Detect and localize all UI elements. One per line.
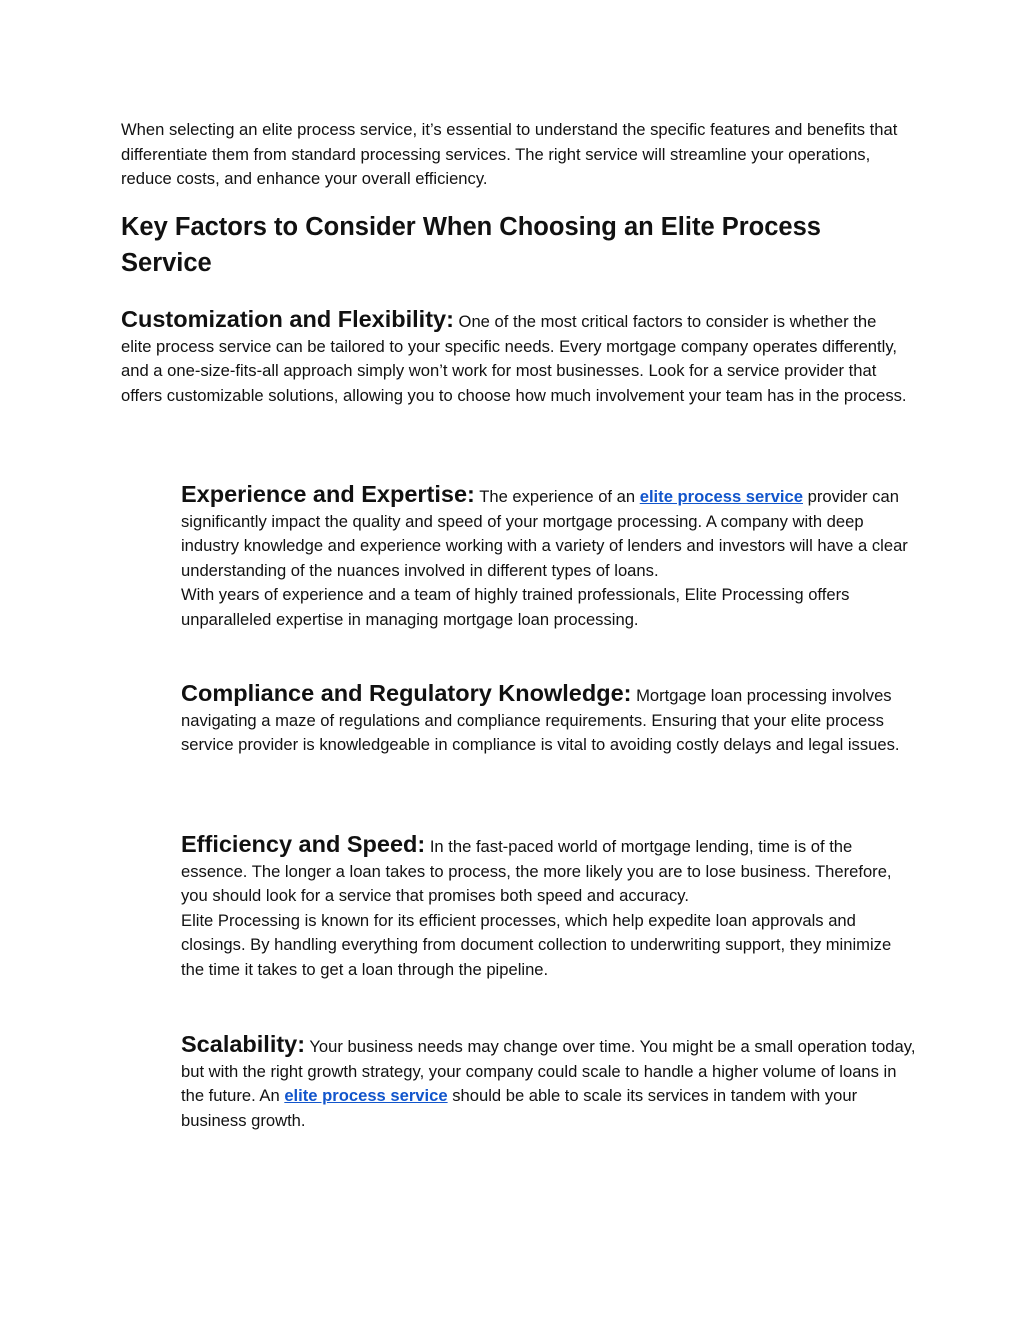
intro-paragraph: When selecting an elite process service, it’s essential to understand the specific features and benefits that differentiate them from standard processing services. The right service will streamline your operations, reduce costs, and enhance your overall efficiency. <box>121 120 898 188</box>
customization-paragraph <box>121 307 911 408</box>
elite-process-service-link[interactable]: elite process service <box>639 487 803 506</box>
experience-text-after: provider can significantly impact the quality and speed of your mortgage processing. A company with deep industry knowledge and experience working with a variety of lenders and investors will have a clear understanding of the nuances involved in different types of loans. <box>181 487 908 580</box>
section-heading: Key Factors to Consider When Choosing an Elite Process Service <box>121 213 821 277</box>
compliance-section <box>181 681 916 758</box>
compliance-lead: Compliance and Regulatory Knowledge: <box>181 680 632 706</box>
experience-section <box>181 482 916 632</box>
efficiency-section <box>181 832 916 982</box>
efficiency-text: In the fast-paced world of mortgage lending, time is of the essence. The longer a loan takes to process, the more likely you are to lose business. Therefore, you should look for a service that promises both speed and accuracy. <box>181 837 892 905</box>
efficiency-lead: Efficiency and Speed: <box>181 831 426 857</box>
customization-section <box>121 307 911 408</box>
customization-text: One of the most critical factors to consider is whether the elite process service can be tailored to your specific needs. Every mortgage company operates differently, and a one-size-fits-all approach simply won’t work for most businesses. Look for a service provider that offers customizable solutions, allowing you to choose how much involvement your team has in the process. <box>121 312 907 405</box>
scalability-section <box>181 1032 916 1133</box>
scalability-lead: Scalability: <box>181 1031 306 1057</box>
experience-paragraph <box>181 482 916 583</box>
scalability-text-after: should be able to scale its services in tandem with your business growth. <box>181 1086 858 1130</box>
experience-text-before: The experience of an <box>474 487 640 506</box>
compliance-paragraph <box>181 681 916 758</box>
scalability-paragraph <box>181 1032 916 1133</box>
compliance-text: Mortgage loan processing involves navigating a maze of regulations and compliance requirements. Ensuring that your elite process service provider is knowledgeable in compliance is vital to avoiding costly delays and legal issues. <box>181 686 900 754</box>
customization-lead: Customization and Flexibility: <box>121 306 454 332</box>
elite-process-service-link-2[interactable]: elite process service <box>284 1086 448 1105</box>
scalability-text-before: Your business needs may change over time. You might be a small operation today, but with the right growth strategy, your company could scale to handle a higher volume of loans in the future. An <box>181 1037 916 1105</box>
experience-lead: Experience and Expertise: <box>181 481 475 507</box>
efficiency-paragraph <box>181 832 916 909</box>
experience-paragraph-2: With years of experience and a team of highly trained professionals, Elite Processing offers unparalleled expertise in managing mortgage loan processing. <box>181 585 850 629</box>
efficiency-paragraph-2: Elite Processing is known for its efficient processes, which help expedite loan approvals and closings. By handling everything from document collection to underwriting support, they minimize the time it takes to get a loan through the pipeline. <box>181 910 892 979</box>
